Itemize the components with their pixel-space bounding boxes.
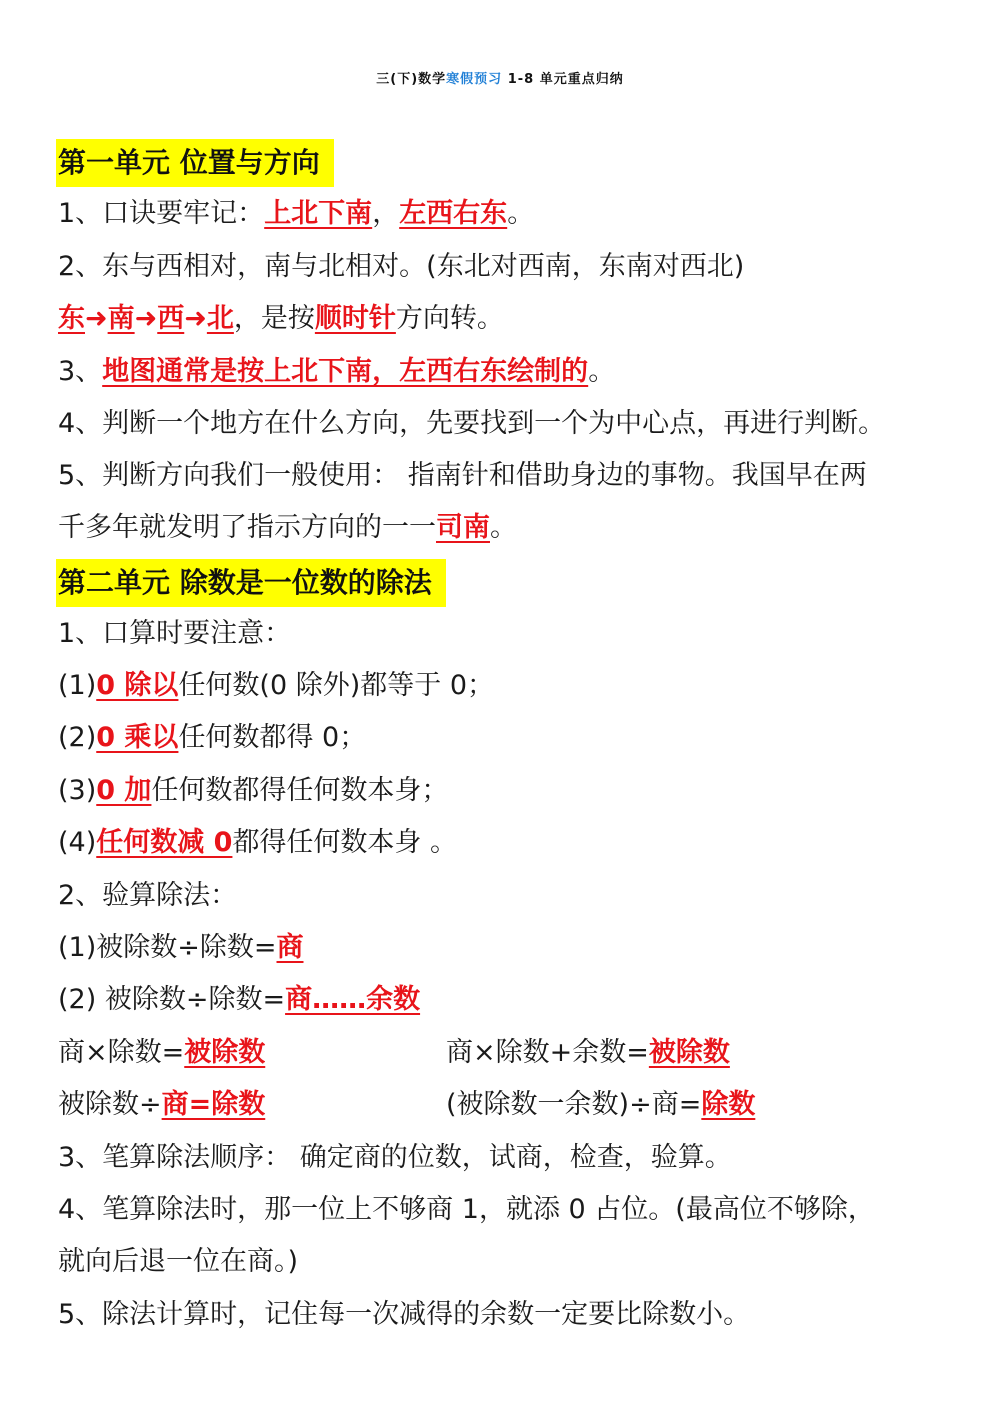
emphasis-text: 任何数减 0	[96, 827, 233, 858]
emphasis-text: 北	[206, 303, 234, 334]
unit2-rule-2: (2)0 乘以任何数都得 0；	[58, 722, 367, 753]
unit2-line-5: 就向后退一位在商。)	[58, 1246, 299, 1277]
emphasis-text: 0 加	[96, 775, 152, 806]
emphasis-text: 西	[157, 303, 185, 334]
title-part: 三(下)数学	[376, 72, 447, 87]
unit2-check-1: (1)被除数÷除数=商	[58, 932, 304, 963]
unit2-rule-4: (4)任何数减 0都得任何数本身 。	[58, 827, 458, 858]
emphasis-text: 商	[276, 932, 304, 963]
unit2-line-3: 3、笔算除法顺序： 确定商的位数，试商，检查，验算。	[58, 1142, 732, 1173]
unit1-line-4: 3、地图通常是按上北下南，左西右东绘制的。	[58, 356, 616, 387]
unit2-line-4: 4、笔算除法时，那一位上不够商 1，就添 0 占位。(最高位不够除，	[58, 1194, 875, 1225]
unit2-line-1: 1、口算时要注意：	[58, 618, 292, 649]
unit2-check-3-left: 商×除数=被除数	[58, 1037, 266, 1068]
unit1-line-5: 4、判断一个地方在什么方向，先要找到一个为中心点，再进行判断。	[58, 408, 886, 439]
emphasis-text: 0 乘以	[96, 722, 179, 753]
unit2-rule-1: (1)0 除以任何数(0 除外)都等于 0；	[58, 670, 495, 701]
unit2-check-4-right: (被除数一余数)÷商=除数	[446, 1089, 756, 1120]
title-highlight: 寒假预习	[446, 72, 503, 87]
unit1-line-2: 2、东与西相对，南与北相对。(东北对西南，东南对西北)	[58, 251, 745, 282]
unit1-line-1: 1、口诀要牢记：上北下南，左西右东。	[58, 198, 535, 229]
unit1-line-7: 千多年就发明了指示方向的一一司南。	[58, 512, 517, 543]
emphasis-text: 南	[107, 303, 135, 334]
unit2-line-2: 2、验算除法：	[58, 880, 238, 911]
unit2-check-4-left: 被除数÷商=除数	[58, 1089, 266, 1120]
emphasis-text: 左西右东	[399, 198, 508, 229]
emphasis-text: 被除数	[184, 1037, 266, 1068]
emphasis-text: 地图通常是按上北下南，左西右东绘制的	[102, 356, 589, 387]
emphasis-text: 东	[58, 303, 85, 334]
emphasis-text: 顺时针	[314, 303, 396, 334]
emphasis-text: 0 除以	[96, 670, 179, 701]
emphasis-text: 除数	[701, 1089, 756, 1120]
emphasis-text: 上北下南	[264, 198, 373, 229]
arrow-right-icon: ➜	[85, 303, 108, 334]
arrow-right-icon: ➜	[184, 303, 207, 334]
unit1-heading: 第一单元 位置与方向	[56, 139, 334, 187]
emphasis-text: 商=除数	[161, 1089, 266, 1120]
unit2-line-6: 5、除法计算时，记住每一次减得的余数一定要比除数小。	[58, 1299, 751, 1330]
page-title	[0, 68, 1000, 87]
emphasis-text: 被除数	[648, 1037, 730, 1068]
unit2-heading: 第二单元 除数是一位数的除法	[56, 559, 446, 607]
emphasis-text: 商……余数	[285, 984, 421, 1015]
unit2-check-2: (2) 被除数÷除数=商……余数	[58, 984, 421, 1015]
unit2-rule-3: (3)0 加任何数都得任何数本身；	[58, 775, 449, 806]
emphasis-text: 司南	[436, 512, 490, 543]
unit1-line-6: 5、判断方向我们一般使用： 指南针和借助身边的事物。我国早在两	[58, 460, 867, 491]
unit1-line-3: 东➜南➜西➜北，是按顺时针方向转。	[58, 303, 504, 334]
title-part: 1-8 单元重点归纳	[502, 72, 624, 87]
unit2-check-3-right: 商×除数+余数=被除数	[446, 1037, 730, 1068]
arrow-right-icon: ➜	[134, 303, 158, 334]
